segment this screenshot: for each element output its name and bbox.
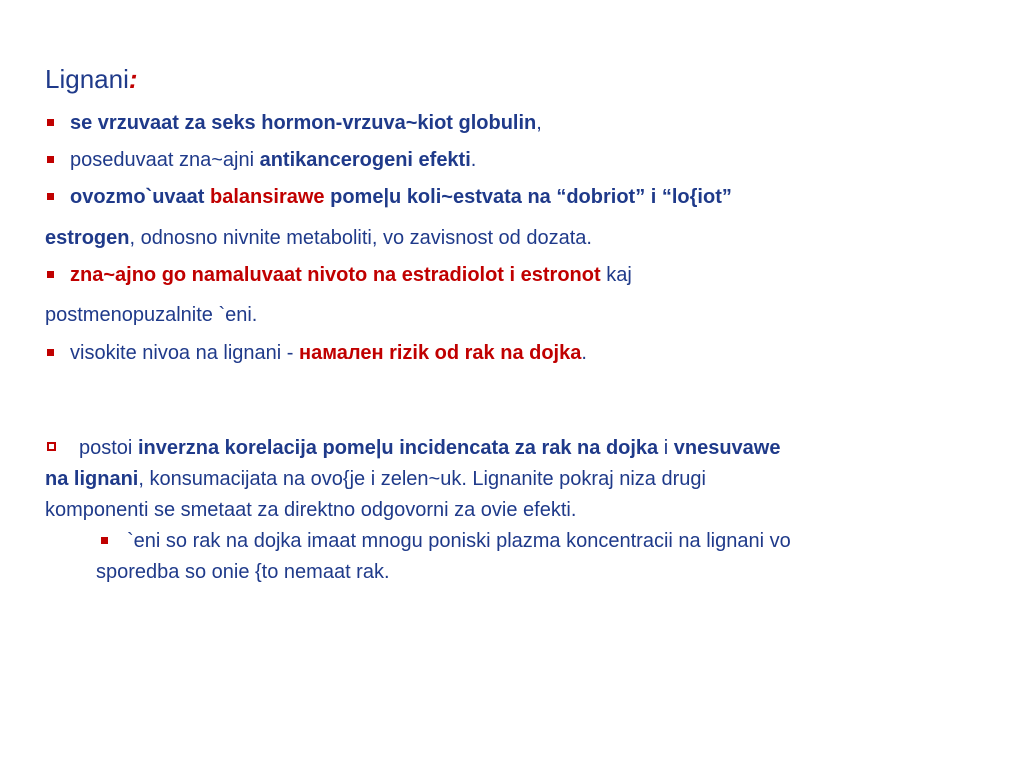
paragraph-line-3	[45, 497, 576, 523]
bullet-line-5	[70, 340, 587, 366]
paragraph-line-1	[79, 435, 780, 461]
paragraph-text-4: komponenti se smetaat za direktno odgovorni za ovie efekti.	[45, 499, 577, 521]
square-bullet-icon	[47, 349, 54, 356]
square-bullet-icon	[47, 271, 54, 278]
bullet-line-4-cont	[45, 302, 257, 328]
bullet-line-3	[70, 184, 732, 210]
bullet-line-3-cont	[45, 225, 592, 251]
bullet-2-end: .	[470, 149, 477, 171]
bullet-line-1	[70, 110, 542, 136]
square-bullet-icon	[47, 119, 54, 126]
bullet-3-bold-2: pome|u koli~estvata na “dobriot” i “lo{iot”	[324, 186, 732, 208]
sub-bullet-text-2: sporedba so onie {to nemaat rak.	[96, 561, 390, 583]
sub-bullet-text-1: `eni so rak na dojka imaat mnogu poniski plazma koncentracii na lignani vo	[127, 530, 791, 552]
paragraph-bold-1: inverzna korelacija pome|u incidencata za rak na dojka	[137, 437, 659, 459]
bullet-3-cont-text: , odnosno nivnite metaboliti, vo zavisnost od dozata.	[129, 227, 592, 249]
slide-title	[45, 62, 138, 96]
sub-bullet-line-2	[96, 559, 390, 585]
bullet-5-red: намален rizik od rak na dojka	[299, 342, 582, 364]
title-text: Lignani	[45, 64, 129, 94]
bullet-5-text: visokite nivoa na lignani -	[70, 342, 300, 364]
paragraph-text-3: , konsumacijata na ovo{je i zelen~uk. Lignanite pokraj niza drugi	[138, 468, 706, 490]
bullet-line-4	[70, 262, 632, 288]
bullet-4-red: zna~ajno go namaluvaat nivoto na estradiolot i estronot	[70, 264, 601, 286]
bullet-1-text: ,	[536, 112, 542, 134]
bullet-4-cont-text: postmenopuzalnite `eni.	[45, 304, 258, 326]
bullet-1-bold: se vrzuvaat za seks hormon-vrzuva~kiot globulin	[70, 112, 537, 134]
bullet-3-bold: ovozmo`uvaat	[70, 186, 211, 208]
bullet-2-text: poseduvaat zna~ajni	[70, 149, 260, 171]
title-colon: :	[128, 64, 138, 94]
bullet-3-red: balansirawe	[210, 186, 325, 208]
paragraph-bold-2: vnesuvawe	[673, 437, 781, 459]
hollow-square-bullet-icon	[47, 442, 56, 451]
square-bullet-icon	[101, 537, 108, 544]
paragraph-line-2	[45, 466, 706, 492]
square-bullet-icon	[47, 156, 54, 163]
paragraph-text-1: postoi	[79, 437, 138, 459]
bullet-3-cont-bold: estrogen	[45, 227, 130, 249]
sub-bullet-line-1	[127, 528, 791, 554]
square-bullet-icon	[47, 193, 54, 200]
bullet-5-end: .	[581, 342, 587, 364]
bullet-4-text: kaj	[600, 264, 632, 286]
bullet-2-bold: antikancerogeni efekti	[259, 149, 471, 171]
bullet-line-2	[70, 147, 476, 173]
paragraph-text-2: i	[658, 437, 674, 459]
paragraph-bold-3: na lignani	[45, 468, 139, 490]
